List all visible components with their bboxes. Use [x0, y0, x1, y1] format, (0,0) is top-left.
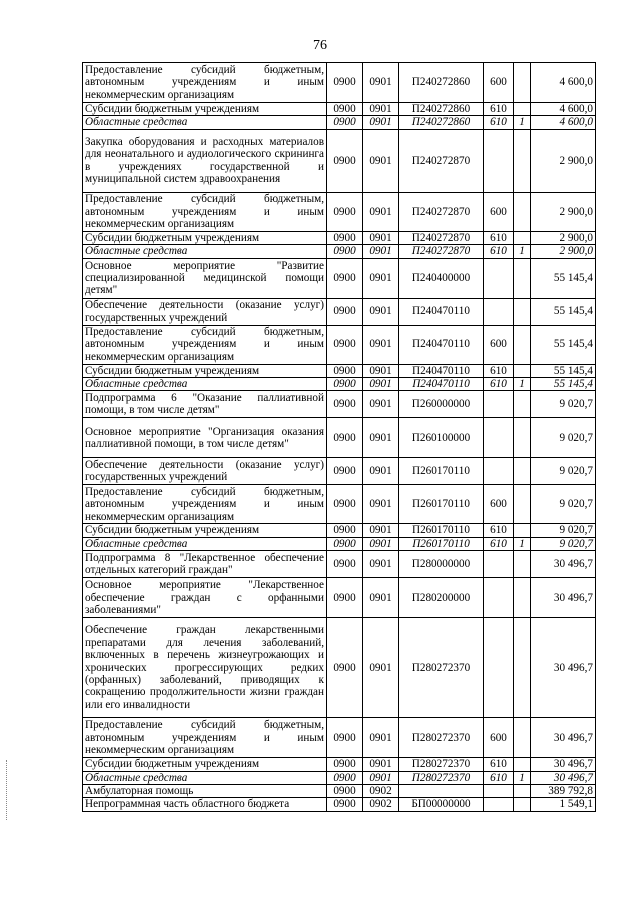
cell-funding-source-code: [514, 418, 531, 458]
cell-amount: 55 145,4: [531, 258, 596, 298]
cell-expense-type-code: 610: [484, 537, 514, 550]
cell-amount: 9 020,7: [531, 458, 596, 485]
cell-amount: 1 549,1: [531, 798, 596, 811]
cell-section-code: 0900: [327, 129, 363, 192]
cell-target-article-code: П240470110: [399, 298, 484, 325]
cell-row-name: Предоставление субсидий бюджетным, автономным учреждениям и иным некоммерческим организациям: [83, 192, 327, 231]
cell-amount: 9 020,7: [531, 485, 596, 524]
cell-amount: 55 145,4: [531, 298, 596, 325]
cell-target-article-code: БП00000000: [399, 798, 484, 811]
cell-expense-type-code: 610: [484, 378, 514, 391]
cell-subsection-code: 0901: [363, 391, 399, 418]
table-row: [83, 258, 596, 298]
cell-section-code: 0900: [327, 578, 363, 618]
cell-subsection-code: 0901: [363, 325, 399, 364]
cell-funding-source-code: [514, 63, 531, 103]
cell-subsection-code: 0902: [363, 785, 399, 798]
cell-target-article-code: П280272370: [399, 718, 484, 758]
cell-amount: 4 600,0: [531, 103, 596, 116]
cell-row-name: Субсидии бюджетным учреждениям: [83, 524, 327, 537]
cell-target-article-code: П240470110: [399, 364, 484, 377]
cell-row-name: Областные средства: [83, 378, 327, 391]
cell-target-article-code: П280272370: [399, 771, 484, 784]
cell-expense-type-code: 600: [484, 63, 514, 103]
cell-target-article-code: П260000000: [399, 391, 484, 418]
table-row: [83, 537, 596, 550]
cell-row-name: Областные средства: [83, 116, 327, 129]
cell-target-article-code: П240272870: [399, 129, 484, 192]
cell-row-name: Областные средства: [83, 537, 327, 550]
cell-amount: 2 900,0: [531, 129, 596, 192]
cell-subsection-code: 0901: [363, 103, 399, 116]
cell-subsection-code: 0901: [363, 378, 399, 391]
cell-target-article-code: П280272370: [399, 758, 484, 771]
cell-target-article-code: П240470110: [399, 378, 484, 391]
cell-subsection-code: 0901: [363, 258, 399, 298]
table-row: [83, 578, 596, 618]
cell-funding-source-code: [514, 758, 531, 771]
cell-funding-source-code: [514, 129, 531, 192]
table-row: [83, 485, 596, 524]
cell-amount: 30 496,7: [531, 578, 596, 618]
cell-funding-source-code: 1: [514, 771, 531, 784]
cell-target-article-code: П280272370: [399, 618, 484, 718]
cell-target-article-code: П260170110: [399, 524, 484, 537]
cell-expense-type-code: 610: [484, 116, 514, 129]
cell-section-code: 0900: [327, 618, 363, 718]
cell-funding-source-code: [514, 192, 531, 231]
table-row: [83, 298, 596, 325]
cell-funding-source-code: [514, 718, 531, 758]
cell-row-name: Субсидии бюджетным учреждениям: [83, 758, 327, 771]
cell-expense-type-code: 600: [484, 325, 514, 364]
cell-section-code: 0900: [327, 458, 363, 485]
cell-target-article-code: П240272860: [399, 103, 484, 116]
cell-amount: 9 020,7: [531, 391, 596, 418]
cell-row-name: Областные средства: [83, 245, 327, 258]
cell-funding-source-code: [514, 798, 531, 811]
cell-expense-type-code: [484, 458, 514, 485]
cell-funding-source-code: 1: [514, 537, 531, 550]
table-row: [83, 758, 596, 771]
cell-section-code: 0900: [327, 192, 363, 231]
cell-expense-type-code: [484, 798, 514, 811]
cell-amount: 55 145,4: [531, 325, 596, 364]
cell-row-name: Предоставление субсидий бюджетным, автономным учреждениям и иным некоммерческим организациям: [83, 63, 327, 103]
cell-section-code: 0900: [327, 771, 363, 784]
cell-target-article-code: П280200000: [399, 578, 484, 618]
table-row: [83, 192, 596, 231]
cell-row-name: Предоставление субсидий бюджетным, автономным учреждениям и иным некоммерческим организациям: [83, 485, 327, 524]
cell-funding-source-code: [514, 391, 531, 418]
cell-row-name: Амбулаторная помощь: [83, 785, 327, 798]
cell-subsection-code: 0901: [363, 551, 399, 578]
budget-table-body: [83, 63, 596, 812]
cell-funding-source-code: [514, 258, 531, 298]
cell-section-code: 0900: [327, 116, 363, 129]
cell-funding-source-code: [514, 298, 531, 325]
cell-funding-source-code: [514, 458, 531, 485]
cell-section-code: 0900: [327, 537, 363, 550]
cell-expense-type-code: 610: [484, 231, 514, 244]
cell-expense-type-code: 610: [484, 524, 514, 537]
cell-row-name: Основное мероприятие "Организация оказания паллиативной помощи, в том числе детям": [83, 418, 327, 458]
cell-funding-source-code: [514, 325, 531, 364]
cell-amount: 4 600,0: [531, 63, 596, 103]
cell-target-article-code: П280000000: [399, 551, 484, 578]
cell-section-code: 0900: [327, 758, 363, 771]
cell-section-code: 0900: [327, 231, 363, 244]
cell-row-name: Основное мероприятие "Развитие специализированной медицинской помощи детям": [83, 258, 327, 298]
cell-expense-type-code: 600: [484, 485, 514, 524]
table-row: [83, 771, 596, 784]
cell-funding-source-code: [514, 485, 531, 524]
cell-target-article-code: П240470110: [399, 325, 484, 364]
cell-funding-source-code: 1: [514, 378, 531, 391]
cell-amount: 30 496,7: [531, 551, 596, 578]
cell-subsection-code: 0901: [363, 771, 399, 784]
cell-row-name: Предоставление субсидий бюджетным, автономным учреждениям и иным некоммерческим организациям: [83, 718, 327, 758]
table-row: [83, 785, 596, 798]
cell-row-name: Обеспечение деятельности (оказание услуг) государственных учреждений: [83, 298, 327, 325]
cell-expense-type-code: [484, 418, 514, 458]
cell-expense-type-code: 610: [484, 245, 514, 258]
cell-row-name: Обеспечение деятельности (оказание услуг) государственных учреждений: [83, 458, 327, 485]
cell-amount: 30 496,7: [531, 758, 596, 771]
table-row: [83, 524, 596, 537]
cell-subsection-code: 0901: [363, 718, 399, 758]
cell-row-name: Субсидии бюджетным учреждениям: [83, 231, 327, 244]
cell-section-code: 0900: [327, 378, 363, 391]
cell-row-name: Закупка оборудования и расходных материалов для неонатального и аудиологического скрининга в учреждениях государственной и муниципальной систем здравоохранения: [83, 129, 327, 192]
cell-subsection-code: 0901: [363, 192, 399, 231]
table-row: [83, 364, 596, 377]
cell-expense-type-code: [484, 578, 514, 618]
cell-subsection-code: 0901: [363, 129, 399, 192]
cell-section-code: 0900: [327, 551, 363, 578]
cell-amount: 2 900,0: [531, 231, 596, 244]
cell-subsection-code: 0901: [363, 537, 399, 550]
cell-subsection-code: 0901: [363, 63, 399, 103]
page-number: 76: [313, 38, 327, 53]
cell-row-name: Субсидии бюджетным учреждениям: [83, 103, 327, 116]
cell-amount: 2 900,0: [531, 245, 596, 258]
cell-section-code: 0900: [327, 485, 363, 524]
cell-row-name: Основное мероприятие "Лекарственное обеспечение граждан с орфанными заболеваниями": [83, 578, 327, 618]
cell-row-name: Подпрограмма 6 "Оказание паллиативной помощи, в том числе детям": [83, 391, 327, 418]
cell-subsection-code: 0901: [363, 116, 399, 129]
cell-subsection-code: 0901: [363, 364, 399, 377]
table-row: [83, 378, 596, 391]
cell-target-article-code: П240400000: [399, 258, 484, 298]
table-row: [83, 718, 596, 758]
cell-expense-type-code: [484, 551, 514, 578]
cell-amount: 389 792,8: [531, 785, 596, 798]
cell-amount: 9 020,7: [531, 537, 596, 550]
cell-target-article-code: П240272870: [399, 231, 484, 244]
cell-section-code: 0900: [327, 364, 363, 377]
cell-row-name: Субсидии бюджетным учреждениям: [83, 364, 327, 377]
cell-funding-source-code: [514, 231, 531, 244]
cell-expense-type-code: 610: [484, 103, 514, 116]
margin-marks: [6, 760, 9, 820]
cell-funding-source-code: [514, 364, 531, 377]
cell-expense-type-code: 600: [484, 718, 514, 758]
cell-funding-source-code: 1: [514, 245, 531, 258]
cell-funding-source-code: [514, 103, 531, 116]
cell-expense-type-code: 600: [484, 192, 514, 231]
table-row: [83, 551, 596, 578]
cell-funding-source-code: [514, 785, 531, 798]
table-row: [83, 391, 596, 418]
table-row: [83, 103, 596, 116]
cell-subsection-code: 0901: [363, 458, 399, 485]
cell-expense-type-code: [484, 129, 514, 192]
table-row: [83, 63, 596, 103]
cell-target-article-code: П260170110: [399, 537, 484, 550]
cell-expense-type-code: 610: [484, 771, 514, 784]
table-row: [83, 798, 596, 811]
cell-expense-type-code: [484, 618, 514, 718]
cell-target-article-code: П240272870: [399, 192, 484, 231]
cell-expense-type-code: [484, 785, 514, 798]
table-row: [83, 458, 596, 485]
cell-amount: 9 020,7: [531, 418, 596, 458]
cell-expense-type-code: [484, 258, 514, 298]
cell-amount: 30 496,7: [531, 771, 596, 784]
cell-amount: 2 900,0: [531, 192, 596, 231]
cell-amount: 9 020,7: [531, 524, 596, 537]
cell-amount: 30 496,7: [531, 618, 596, 718]
cell-funding-source-code: [514, 578, 531, 618]
table-row: [83, 618, 596, 718]
cell-subsection-code: 0901: [363, 298, 399, 325]
cell-section-code: 0900: [327, 298, 363, 325]
table-row: [83, 418, 596, 458]
cell-subsection-code: 0901: [363, 245, 399, 258]
cell-expense-type-code: [484, 391, 514, 418]
cell-section-code: 0900: [327, 524, 363, 537]
cell-subsection-code: 0901: [363, 524, 399, 537]
cell-target-article-code: П240272860: [399, 63, 484, 103]
cell-section-code: 0900: [327, 325, 363, 364]
cell-subsection-code: 0901: [363, 231, 399, 244]
cell-target-article-code: П240272870: [399, 245, 484, 258]
cell-row-name: Непрограммная часть областного бюджета: [83, 798, 327, 811]
cell-target-article-code: П240272860: [399, 116, 484, 129]
cell-row-name: Обеспечение граждан лекарственными препаратами для лечения заболеваний, включенных в перечень жизнеугрожающих и хронических прогрессирующих редких (орфанных) заболеваний, приводящих к сокращению продолжительности жизни граждан или его инвалидности: [83, 618, 327, 718]
cell-subsection-code: 0901: [363, 618, 399, 718]
table-row: [83, 245, 596, 258]
table-row: [83, 231, 596, 244]
cell-row-name: Предоставление субсидий бюджетным, автономным учреждениям и иным некоммерческим организациям: [83, 325, 327, 364]
cell-amount: 4 600,0: [531, 116, 596, 129]
table-row: [83, 116, 596, 129]
cell-section-code: 0900: [327, 798, 363, 811]
table-row: [83, 129, 596, 192]
cell-section-code: 0900: [327, 418, 363, 458]
cell-subsection-code: 0901: [363, 485, 399, 524]
cell-target-article-code: П260100000: [399, 418, 484, 458]
cell-target-article-code: [399, 785, 484, 798]
cell-row-name: Подпрограмма 8 "Лекарственное обеспечение отдельных категорий граждан": [83, 551, 327, 578]
budget-table: [82, 62, 596, 812]
cell-subsection-code: 0901: [363, 418, 399, 458]
cell-expense-type-code: [484, 298, 514, 325]
cell-funding-source-code: [514, 551, 531, 578]
cell-amount: 55 145,4: [531, 364, 596, 377]
cell-section-code: 0900: [327, 258, 363, 298]
cell-expense-type-code: 610: [484, 364, 514, 377]
cell-section-code: 0900: [327, 103, 363, 116]
cell-target-article-code: П260170110: [399, 485, 484, 524]
cell-amount: 30 496,7: [531, 718, 596, 758]
cell-subsection-code: 0901: [363, 758, 399, 771]
cell-section-code: 0900: [327, 63, 363, 103]
cell-section-code: 0900: [327, 391, 363, 418]
cell-target-article-code: П260170110: [399, 458, 484, 485]
cell-subsection-code: 0902: [363, 798, 399, 811]
cell-funding-source-code: [514, 618, 531, 718]
cell-funding-source-code: 1: [514, 116, 531, 129]
cell-funding-source-code: [514, 524, 531, 537]
table-row: [83, 325, 596, 364]
cell-section-code: 0900: [327, 718, 363, 758]
cell-section-code: 0900: [327, 785, 363, 798]
cell-row-name: Областные средства: [83, 771, 327, 784]
cell-amount: 55 145,4: [531, 378, 596, 391]
cell-expense-type-code: 610: [484, 758, 514, 771]
cell-subsection-code: 0901: [363, 578, 399, 618]
cell-section-code: 0900: [327, 245, 363, 258]
